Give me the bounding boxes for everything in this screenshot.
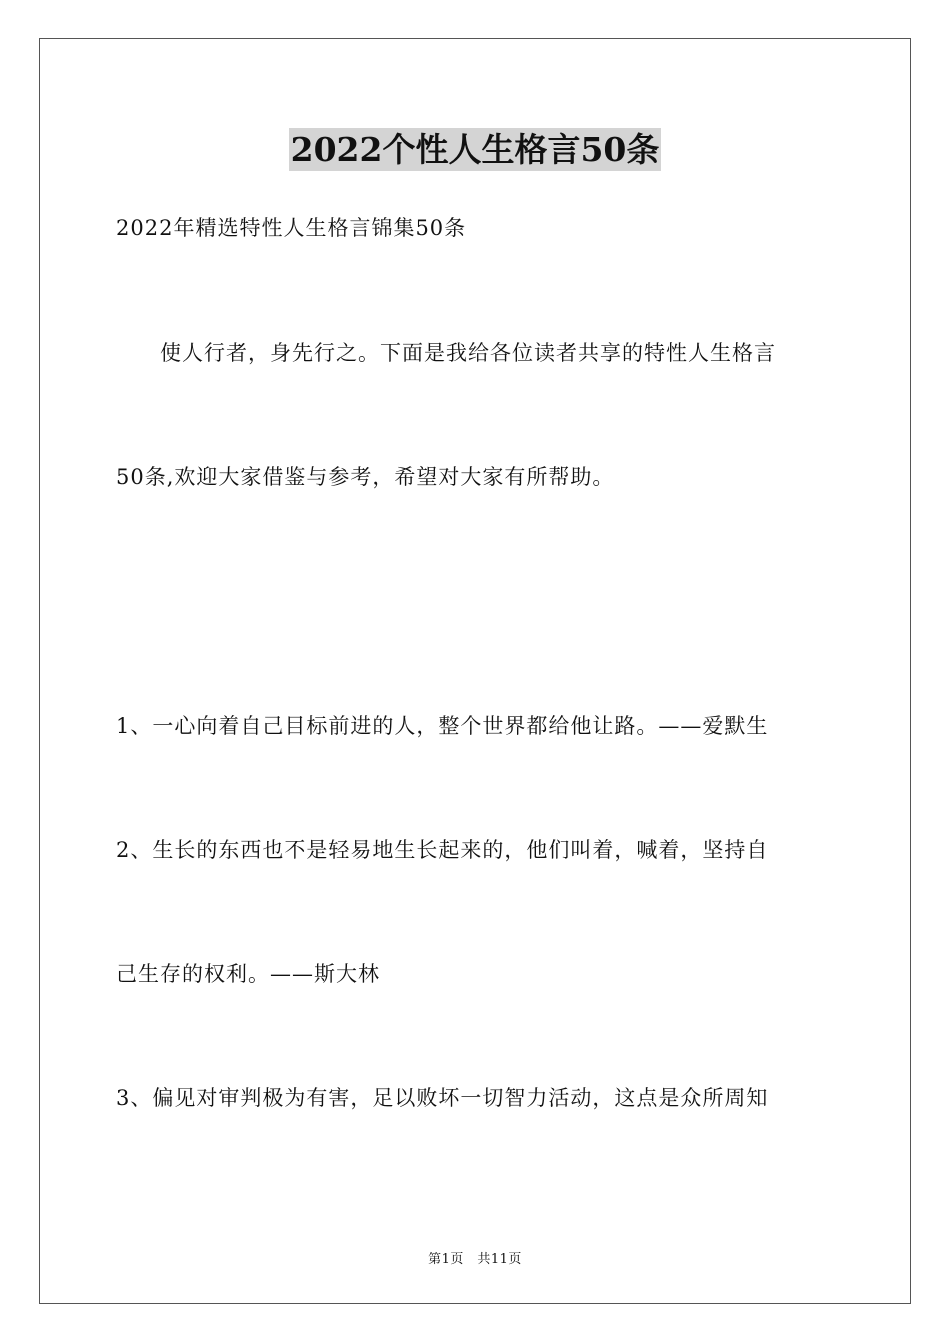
quote-1: 1、一心向着自己目标前进的人，整个世界都给他让路。——爱默生	[116, 714, 769, 738]
intro-line-2: 50条,欢迎大家借鉴与参考，希望对大家有所帮助。	[116, 465, 615, 489]
quote-2-line-1: 2、生长的东西也不是轻易地生长起来的，他们叫着，喊着，坚持自	[116, 838, 769, 862]
subtitle-line: 2022年精选特性人生格言锦集50条	[116, 216, 467, 240]
quote-2-line-2: 己生存的权利。——斯大林	[116, 962, 380, 986]
document-title-text: 2022个性人生格言50条	[290, 130, 660, 169]
document-title	[0, 124, 950, 171]
quote-3-line-1: 3、偏见对审判极为有害，足以败坏一切智力活动，这点是众所周知	[116, 1086, 769, 1110]
page-footer: 第1页 共11页	[428, 1252, 522, 1267]
intro-line-1: 使人行者，身先行之。下面是我给各位读者共享的特性人生格言	[116, 341, 776, 365]
